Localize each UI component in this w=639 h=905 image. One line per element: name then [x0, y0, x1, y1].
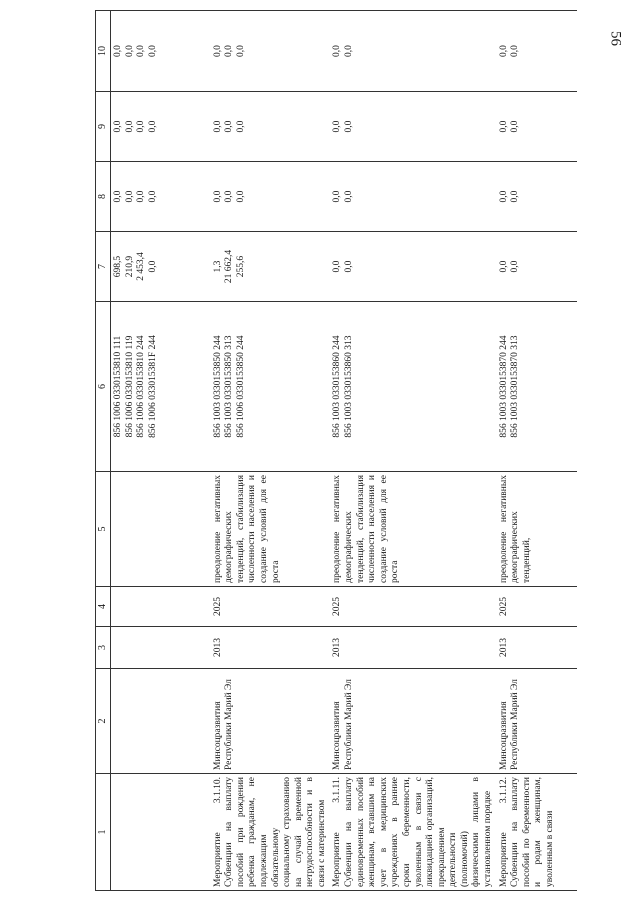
budget-code: 856 1006 0330153810 119 [124, 335, 135, 438]
amount-value: 0,0 [498, 120, 509, 133]
amount-value: 0,0 [344, 45, 355, 57]
cell-end-year: 2025 [330, 587, 496, 627]
table-row [211, 11, 331, 891]
budget-code: 856 1003 0330153870 313 [510, 335, 521, 438]
budget-code: 856 1006 0330153810 244 [136, 335, 147, 438]
amount-value: 0,0 [113, 120, 124, 133]
amount-value: 0,0 [147, 190, 158, 203]
cell-amount [330, 11, 496, 92]
table-row [111, 11, 211, 891]
budget-code: 856 1003 0330153860 244 [332, 335, 343, 438]
column-header: 9 [96, 92, 111, 162]
budget-code: 856 1003 0330153850 313 [224, 335, 235, 438]
cell-executor: Минсоцразвития Республики Марий Эл [330, 669, 496, 774]
amount-value: 0,0 [235, 190, 246, 203]
budget-code: 856 1006 0330153850 244 [235, 335, 246, 438]
cell-budget-code [330, 302, 496, 472]
cell-amount [497, 11, 577, 92]
amount-value: 0,0 [332, 45, 343, 57]
amount-value: 0,0 [510, 120, 521, 133]
amount-value: 0,0 [235, 120, 246, 133]
amount-value: 0,0 [332, 120, 343, 133]
amount-value: 0,0 [212, 120, 223, 133]
cell-measure: Мероприятие 3.1.12. Субвенции на выплату пособий по беременности и родам женщинам, уволенным в связи [497, 774, 577, 891]
amount-value: 0,0 [344, 120, 355, 133]
cell-budget-code [211, 302, 331, 472]
amount-value: 0,0 [344, 260, 355, 273]
cell-measure: Мероприятие 3.1.10. Субвенции на выплату пособий при рождении ребенка гражданам, не подлежащим обязательному социальному страхованию на случай временной нетрудоспособности и в связи с материнством [211, 774, 331, 891]
cell-amount [111, 232, 211, 302]
column-header: 3 [96, 627, 111, 669]
amount-value: 0,0 [498, 190, 509, 203]
amount-value: 0,0 [113, 190, 124, 203]
amount-value: 0,0 [498, 45, 509, 57]
budget-code: 856 1003 0330153850 244 [212, 335, 223, 438]
cell-amount [211, 162, 331, 232]
column-header: 2 [96, 669, 111, 774]
amount-value: 0,0 [136, 190, 147, 203]
cell-executor: Минсоцразвития Республики Марий Эл [497, 669, 577, 774]
cell-amount [330, 232, 496, 302]
cell-measure: Мероприятие 3.1.11. Субвенции на выплату единовременных пособий женщинам, вставшим на учет в медицинских учреждениях в ранние сроки беременности, уволенным в связи с ликвидацией организаций, прекращением деятельности (полномочий) физическими лицами в установленном порядке [330, 774, 496, 891]
amount-value: 0,0 [224, 45, 235, 57]
cell-start-year [111, 627, 211, 669]
amount-value: 0,0 [212, 45, 223, 57]
column-header: 4 [96, 587, 111, 627]
column-header: 5 [96, 472, 111, 587]
cell-budget-code [497, 302, 577, 472]
amount-value: 0,0 [124, 45, 135, 57]
amount-value: 0,0 [136, 45, 147, 57]
cell-measure [111, 774, 211, 891]
amount-value: 1,3 [212, 260, 223, 273]
budget-code: 856 1006 0330153810 111 [113, 335, 124, 438]
cell-amount [211, 232, 331, 302]
cell-result: преодоление негативных демографических тенденций, стабилизация численности населения и создание условий для ее роста [211, 472, 331, 587]
amount-value: 255,6 [235, 255, 246, 278]
amount-value: 0,0 [510, 260, 521, 273]
page-number: 56 [607, 31, 624, 46]
column-header: 10 [96, 11, 111, 92]
cell-amount [111, 162, 211, 232]
cell-amount [211, 92, 331, 162]
budget-code: 856 1003 0330153870 244 [498, 335, 509, 438]
amount-value: 0,0 [147, 45, 158, 57]
program-table [95, 10, 577, 891]
cell-result [111, 472, 211, 587]
column-header: 8 [96, 162, 111, 232]
amount-value: 0,0 [124, 190, 135, 203]
amount-value: 698,5 [113, 255, 124, 278]
column-header: 6 [96, 302, 111, 472]
cell-result: преодоление негативных демографических тенденций, [497, 472, 577, 587]
cell-amount [497, 162, 577, 232]
table-row [330, 11, 496, 891]
cell-start-year: 2013 [211, 627, 331, 669]
budget-code: 856 1003 0330153860 313 [344, 335, 355, 438]
budget-code: 856 1006 033015381F 244 [147, 335, 158, 438]
amount-value: 0,0 [510, 190, 521, 203]
table-row [497, 11, 577, 891]
amount-value: 0,0 [332, 260, 343, 273]
cell-amount [497, 92, 577, 162]
cell-amount [330, 92, 496, 162]
amount-value: 0,0 [235, 45, 246, 57]
amount-value: 0,0 [498, 260, 509, 273]
cell-executor: Минсоцразвития Республики Марий Эл [211, 669, 331, 774]
cell-amount [330, 162, 496, 232]
amount-value: 0,0 [212, 190, 223, 203]
amount-value: 0,0 [147, 260, 158, 273]
amount-value: 0,0 [332, 190, 343, 203]
amount-value: 2 453,4 [136, 252, 147, 281]
cell-start-year: 2013 [330, 627, 496, 669]
amount-value: 0,0 [113, 45, 124, 57]
amount-value: 210,9 [124, 255, 135, 278]
cell-budget-code [111, 302, 211, 472]
column-header: 7 [96, 232, 111, 302]
cell-end-year [111, 587, 211, 627]
cell-end-year: 2025 [211, 587, 331, 627]
cell-amount [211, 11, 331, 92]
amount-value: 0,0 [224, 190, 235, 203]
cell-amount [111, 11, 211, 92]
cell-start-year: 2013 [497, 627, 577, 669]
cell-amount [497, 232, 577, 302]
table-header [96, 11, 111, 891]
amount-value: 0,0 [147, 120, 158, 133]
amount-value: 0,0 [510, 45, 521, 57]
column-header: 1 [96, 774, 111, 891]
amount-value: 21 662,4 [224, 249, 235, 284]
amount-value: 0,0 [136, 120, 147, 133]
cell-result: преодоление негативных демографических тенденций, стабилизация численности населения и создание условий для ее роста [330, 472, 496, 587]
cell-amount [111, 92, 211, 162]
amount-value: 0,0 [124, 120, 135, 133]
amount-value: 0,0 [224, 120, 235, 133]
cell-end-year: 2025 [497, 587, 577, 627]
amount-value: 0,0 [344, 190, 355, 203]
cell-executor [111, 669, 211, 774]
